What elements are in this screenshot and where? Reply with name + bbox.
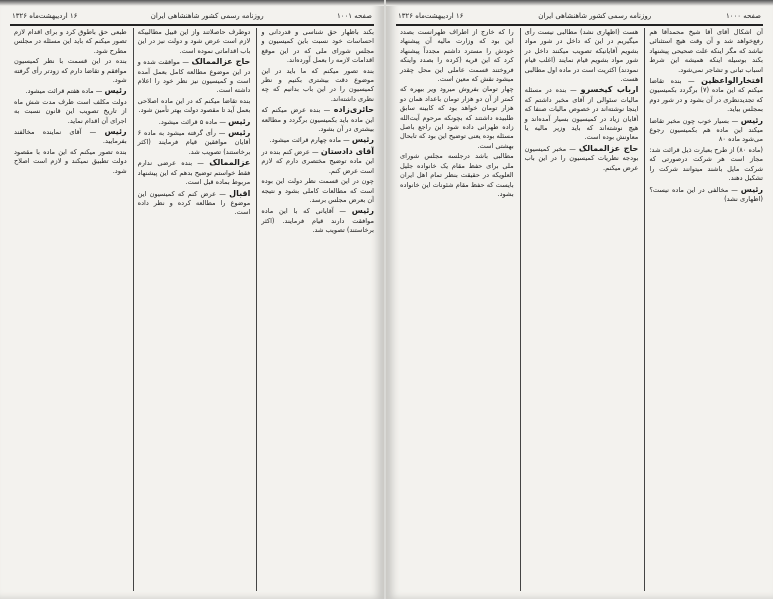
paragraph — [400, 28, 514, 84]
left-page — [0, 0, 384, 599]
paragraph — [400, 85, 514, 151]
paragraph-text: — بنده عرضی ندارم فقط خواستم توضیح بدهم که این پیشنهاد مربوط بماده قبل است. — [137, 159, 251, 187]
issue-date: ۱۶ اردیبهشت‌ماه ۱۳۲۶ — [398, 12, 464, 20]
paragraph — [14, 28, 127, 56]
paragraph-text: دوطرف حاصلاتند واز این قبیل مطالبیکه لازم است عرض شود و دولت نیز در این باب اقداماتی نموده است. — [137, 28, 251, 55]
text-column — [10, 28, 127, 591]
text-columns — [396, 28, 763, 591]
speaker-name: رئیس — [228, 116, 251, 126]
paragraph-text: بنده در این قسمت با نظر کمیسیون موافقم و تقاضا دارم که زودتر رأی گرفته شود. — [13, 57, 127, 85]
paragraph-text: چون در این قسمت نظر دولت این بوده است که مطالعات کاملی بشود و نتیجه آن بعرض مجلس برسد. — [261, 177, 374, 204]
paragraph-text: — مخالفی در این ماده نیست؟ (اظهاری نشد) — [649, 185, 763, 203]
speaker-name: عزالممالک — [209, 158, 251, 168]
paragraph-text: — عرض کنم بنده در این ماده توضیح مختصری دارم که لازم است عرض کنم. — [261, 147, 374, 175]
paragraph-text: بکند باظهار حق شناسی و قدردانی و احساسات خود نسبت باین کمیسیون و مجلس شورای ملی که در این موقع اقدامات لازمه را بعمل آورده‌اند. — [261, 28, 374, 65]
paragraph — [14, 98, 127, 126]
speaker-name: رئیس — [740, 115, 763, 125]
paragraph — [261, 177, 374, 205]
paragraph-text: مطالبی باشد درجلسه مجلس شورای ملی برای حفظ مقام یک خانواده جلیل العلویکه در حقیقت بنظر تمام اهل ایران بایست که حفظ مقام شئونات این خانواده بشود. — [399, 152, 514, 198]
paragraph — [138, 117, 251, 127]
paragraph-text: دولت مکلف است ظرف مدت شش ماه از تاریخ تصویب این قانون نسبت به اجرای آن اقدام نماید. — [13, 97, 127, 125]
speaker-name: افتخارالواعظین — [701, 76, 763, 86]
page-header — [398, 10, 761, 22]
paragraph — [649, 146, 763, 184]
text-column — [520, 28, 639, 591]
paragraph — [138, 158, 251, 187]
paragraph-text: — عرض کنم که کمیسیون این موضوع را مطالعه کرده و نظر داده است. — [137, 189, 251, 217]
paragraph — [14, 57, 127, 85]
paragraph-text: آن اشکال آقای آقا شیخ محمدآقا هم رفع‌خواهد شد و آن وقت هیچ استثنائی نباشد که مگر اینکه علت صحیحی پیشنهاد بکند بوسیله اینکه همیشه این شرط اسباب تبانی و تشاجر نمی‌شود. — [649, 28, 763, 74]
scan-shadow — [0, 0, 384, 6]
paragraph-text: — ماده ۵ قرائت میشود. — [158, 117, 227, 126]
newspaper-title: روزنامه رسمی کشور شاهنشاهی ایران — [538, 12, 652, 20]
speaker-name: رئیس — [104, 86, 127, 96]
paragraph — [261, 135, 374, 145]
paragraph — [261, 105, 374, 134]
paragraph-text: — ماده چهارم قرائت میشود. — [269, 136, 350, 145]
paragraph — [14, 86, 127, 96]
speaker-name: آقای دادستان — [320, 146, 374, 156]
paragraph-text: — آقای نماینده مخالفند بفرمایید. — [13, 128, 127, 146]
paragraph-text: — بسیار خوب چون مخبر تقاضا میکند این ماده هم بکمیسیون رجوع می‌شود ماده ۸۰ — [649, 116, 763, 144]
speaker-name: رئیس — [228, 128, 251, 138]
paragraph — [138, 97, 251, 116]
speaker-name: رئیس — [351, 206, 374, 216]
paragraph-text: — ماده هفتم قرائت میشود. — [25, 87, 103, 96]
scan-shadow — [386, 0, 773, 6]
paragraph-text: (ماده ۸۰) از طرح بعبارت ذیل قرائت شد: مجاز است هر شرکت درصورتی که شرکت مایل باشند میتوانند شرکت را تشکیل دهند. — [649, 145, 763, 183]
paragraph-text: هست (اظهاری نشد) مطالبی نیست رأی میگیریم در این که داخل در شور مواد بشویم آقایانیکه تصویب میکنند داخل در شور مواد بشویم قیام نمایند (اغلب قیام نمودند) اکثریت است در ماده اول مطالبی هست. — [524, 28, 639, 84]
paragraph — [525, 85, 639, 142]
paragraph — [649, 76, 763, 115]
header-rule — [10, 24, 374, 26]
paragraph-text: — موافقت شده و در این موضوع مطالعه کامل بعمل آمده است و کمیسیون نیز نظر خود را اعلام داشته است. — [137, 58, 251, 95]
paragraph-text: — بنده تقاضا میکنم که این ماده (۷) برگردد بکمیسیون که تجدیدنظری در آن بشود و در شور دوم بمجلس بیاید. — [649, 77, 763, 114]
paragraph-text: — رأی گرفته میشود به ماده ۶ آقایان موافقین قیام فرمایند (اکثر برخاستند) تصویب شد. — [137, 129, 251, 156]
speaker-name: رئیس — [351, 135, 374, 145]
page-number: صفحه ۱۰۰۰ — [725, 12, 761, 20]
paragraph-text: بنده تصور میکنم که ما باید در این موضوع دقت بیشتری بکنیم و نظر کمیسیون را در این باب بدانیم که چه نظری داشته‌اند. — [261, 66, 374, 103]
speaker-name: رئیس — [740, 184, 763, 194]
paragraph-text: بنده تصور میکنم که این ماده با مقصود دولت تطبیق نمیکند و لازم است اصلاح شود. — [13, 147, 127, 175]
paragraph — [138, 57, 251, 96]
paragraph-text: طبعی حق باطوق کرد و برای اقدام لازم تصور میکنم که باید این مسئله در مجلس مطرح شود. — [13, 28, 127, 55]
issue-date: ۱۶ اردیبهشت‌ماه ۱۳۲۶ — [12, 12, 78, 20]
text-columns — [10, 28, 374, 591]
text-column — [396, 28, 514, 591]
page-header — [12, 10, 372, 22]
speaker-name: ارباب کیخسرو — [580, 85, 639, 95]
paragraph-text: چهار تومان بفروش میرود ویر بیهره که کمتر از آن دو هزار تومان باعداد همان دو هزار تومان خواهد بود که کابینه سابق طلبیده داشتند که بچونکه مرحوم آیت‌الله زاده طهرانی داده شود این راجع باصل مسئله بوده یعنی توضیح این بود که تابحال بهشتی است. — [399, 85, 514, 150]
header-rule — [396, 24, 763, 26]
paragraph — [138, 189, 251, 218]
paragraph — [261, 147, 374, 176]
paragraph — [649, 116, 763, 145]
page-number: صفحه ۱۰۰۱ — [336, 12, 372, 20]
paragraph-text: — مخبر کمیسیون بودجه نظریات کمیسیون را در این باب عرض میکنم. — [524, 144, 639, 172]
paragraph — [649, 28, 763, 75]
speaker-name: اقبال — [229, 188, 251, 198]
text-column — [644, 28, 763, 591]
paragraph — [261, 28, 374, 66]
paragraph — [525, 144, 639, 173]
speaker-name: حائری‌زاده — [333, 105, 374, 115]
paragraph-text: — بنده عرض میکنم که این ماده باید بکمیسیون برگردد و مطالعه بیشتری در آن بشود. — [261, 106, 374, 134]
paragraph-text: — بنده در مسئله مالیات سئوالی از آقای مخبر داشتم که اینجا نوشته‌اند در خصوص مالیات صنفا که آقایان زیاد در کمیسیون بسیار آمده‌اند و هیچ نوشته‌اند که باید وزیر مالیه یا معاونش بوده است. — [524, 86, 639, 142]
paragraph-text: را که خارج از اطراف طهرانست بصدد این بود که وزارت مالیه آن پیشنهاد خودش را مسترد داشتم مجدداً پیشنهاد کرد که این قریه (کرده را بصدد واینکه فروختند قسمت عاملی این محل چقدر میشود نقش که معین است. — [399, 28, 514, 84]
text-column — [133, 28, 251, 591]
paragraph — [138, 128, 251, 157]
paragraph-text: بنده تقاضا میکنم که در این ماده اصلاحی بعمل آید تا مقصود دولت بهتر تأمین شود. — [137, 96, 251, 115]
speaker-name: حاج عزالممالک — [191, 57, 251, 67]
paragraph — [14, 127, 127, 147]
newspaper-title: روزنامه رسمی کشور شاهنشاهی ایران — [150, 12, 264, 20]
paragraph — [261, 206, 374, 235]
paragraph — [261, 67, 374, 105]
speaker-name: رئیس — [104, 127, 127, 137]
paragraph — [525, 28, 639, 84]
paragraph — [649, 185, 763, 205]
speaker-name: حاج عزالممالک — [578, 143, 639, 153]
paragraph — [138, 28, 251, 56]
right-page — [386, 0, 773, 599]
text-column — [256, 28, 374, 591]
paragraph — [14, 148, 127, 176]
paragraph — [400, 152, 514, 199]
paragraph-text: — آقایانی که با این ماده موافقت دارند قیام فرمایند. (اکثر برخاستند) تصویب شد. — [261, 207, 374, 235]
